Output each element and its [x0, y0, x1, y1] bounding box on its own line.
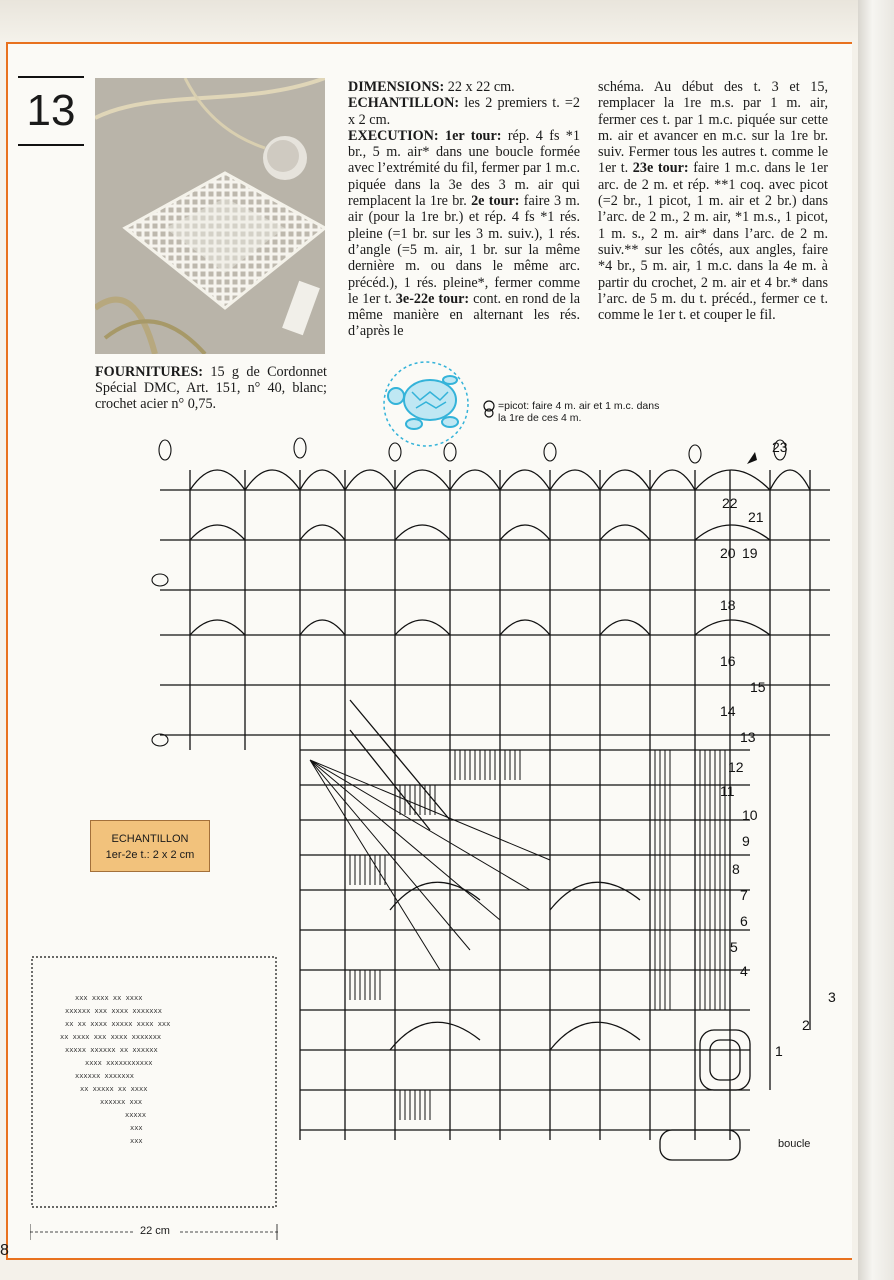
svg-text:xx xxxxx xx xxxx: xx xxxxx xx xxxx	[80, 1085, 148, 1093]
svg-text:xxxxxx xxx: xxxxxx xxx	[100, 1098, 143, 1106]
page-number: 8	[0, 1242, 9, 1259]
instructions-column-1	[348, 79, 580, 340]
round-number: 23	[772, 439, 788, 455]
round-3-22-label: 3e-22e tour:	[395, 290, 470, 307]
doily-photo	[95, 78, 325, 354]
round-1-label: 1er tour:	[444, 127, 502, 144]
round-23-text: faire 1 m.c. dans le 1er arc. de 2 m. et rép. **1 coq. avec picot (=2 br., 1 picot, 1 m. air et 2 br.) dans l’arc. de 2 m., 2 m. air, *1 m.s., 1 picot, 1 m. s., 2 m. air* dans l’arc. de 2 m. suiv.** sur les côtés, aux angles, faire *4 br., 5 m. air, 1 m.c. dans la 4e m. à partir du crochet, 2 m. air et 4 br.* dans l’arc. de 5 m. du t. précéd., fermer ce t. comme le 1er t. et couper le fil.	[598, 160, 829, 324]
page-top-strip	[0, 0, 894, 40]
round-1-text: rép. 4 fs *1 br., 5 m. air* dans une boucle formée avec l’extrémité du fil, fermer par 1 m.c. piquée dans la 3e des 3 m. air qui remplacent la 1re br.	[348, 127, 580, 210]
round-number: 18	[720, 597, 736, 613]
round-number: 7	[740, 887, 748, 903]
supplies-paragraph	[95, 364, 327, 412]
sample-box-size: 1er-2e t.: 2 x 2 cm	[105, 849, 195, 861]
sample-value: les 2 premiers t. =2 x 2 cm.	[348, 95, 580, 128]
start-marker-icon	[747, 452, 757, 464]
svg-text:xxxx xxxxxxxxxxx: xxxx xxxxxxxxxxx	[85, 1059, 153, 1067]
execution-label: EXECUTION:	[348, 127, 439, 144]
page-binding-edge	[858, 0, 894, 1280]
loop-label: boucle	[778, 1138, 811, 1150]
doily-preview	[30, 955, 278, 1210]
round-number: 13	[740, 729, 756, 745]
filet-motif	[60, 994, 170, 1145]
round-number: 14	[720, 703, 736, 719]
supplies-label: FOURNITURES:	[95, 364, 203, 380]
round-number: 16	[720, 653, 736, 669]
round-23-label: 23e tour:	[632, 160, 689, 177]
chart-round-numbers	[720, 439, 836, 1059]
round-number: 5	[730, 939, 738, 955]
chart-stitches	[350, 750, 725, 1120]
round-number: 9	[742, 833, 750, 849]
round-number: 2	[802, 1017, 810, 1033]
svg-text:xxxxx xxxxxx xx xxxxxx: xxxxx xxxxxx xx xxxxxx	[65, 1046, 158, 1054]
doily-preview-diagram	[30, 955, 278, 1210]
sample-box	[90, 820, 210, 872]
round-2-text: faire 3 m. air (pour la 1re br.) et rép. 4 fs *1 rés. pleine (=1 br. sur les 3 m. suiv.), 1 rés. d’angle (=5 m. air, 1 br. sur la même dernière m. ou dans le même arc. précéd.), 1 rés. pleine*, fermer comme le 1er t.	[348, 193, 580, 307]
sample-box-title: ECHANTILLON	[111, 833, 189, 845]
round-number: 10	[742, 807, 758, 823]
picot-legend-line-2: la 1re de ces 4 m.	[498, 412, 582, 424]
round-3-22-text: cont. en rond de la même manière en alternant les rés. d’après le	[348, 290, 581, 340]
round-number: 21	[748, 509, 764, 525]
preview-width-label: 22 cm	[140, 1225, 170, 1237]
round-number: 1	[775, 1043, 783, 1059]
doily-photo-illustration	[95, 78, 325, 354]
svg-text:xx xxxx xxx xxxx xxxxxxx: xx xxxx xxx xxxx xxxxxxx	[60, 1033, 162, 1041]
round-number: 6	[740, 913, 748, 929]
svg-text:xx xx xxxx xxxxx xxxx xxx: xx xx xxxx xxxxx xxxx xxx	[65, 1020, 171, 1028]
svg-text:xxx: xxx	[130, 1124, 143, 1132]
round-2-label: 2e tour:	[471, 193, 520, 210]
svg-text:xxxxxx xxxxxxx: xxxxxx xxxxxxx	[75, 1072, 135, 1080]
svg-text:xxxxxx xxx xxxx xxxxxxx: xxxxxx xxx xxxx xxxxxxx	[65, 1007, 162, 1015]
dimensions-label: DIMENSIONS:	[348, 79, 445, 95]
svg-text:xxx: xxx	[130, 1137, 143, 1145]
sample-label: ECHANTILLON:	[348, 95, 460, 112]
picot-legend	[498, 400, 659, 424]
dimensions-value: 22 x 22 cm.	[444, 79, 515, 95]
supplies-text: 15 g de Cordonnet Spécial DMC, Art. 151, n° 40, blanc; crochet acier n° 0,75.	[95, 364, 327, 412]
round-number: 19	[742, 545, 758, 561]
round-number: 11	[720, 783, 735, 799]
preview-width-dimension	[30, 1224, 278, 1240]
round-number: 22	[722, 495, 738, 511]
round-number: 3	[828, 989, 836, 1005]
column-2-intro: schéma. Au début des t. 3 et 15, remplacer la 1re m.s. par 1 m. air, fermer ces t. par 1 m.c. piquée sur cette m. air et avancer en m.c. sur la 1re br. suiv. Fermer tous les autres t. comme le 1er t.	[598, 79, 828, 177]
pattern-number: 13	[18, 76, 84, 146]
picot-symbol-icon	[482, 400, 496, 420]
picot-legend-line-1: =picot: faire 4 m. air et 1 m.c. dans	[498, 400, 660, 412]
round-number: 20	[720, 545, 736, 561]
round-number: 4	[740, 963, 748, 979]
instructions-column-2	[598, 79, 828, 323]
round-number: 15	[750, 679, 766, 695]
round-number: 12	[728, 759, 744, 775]
svg-text:xxx xxxx xx xxxx: xxx xxxx xx xxxx	[75, 994, 143, 1002]
round-number: 8	[732, 861, 740, 877]
svg-text:xxxxx: xxxxx	[125, 1111, 147, 1119]
